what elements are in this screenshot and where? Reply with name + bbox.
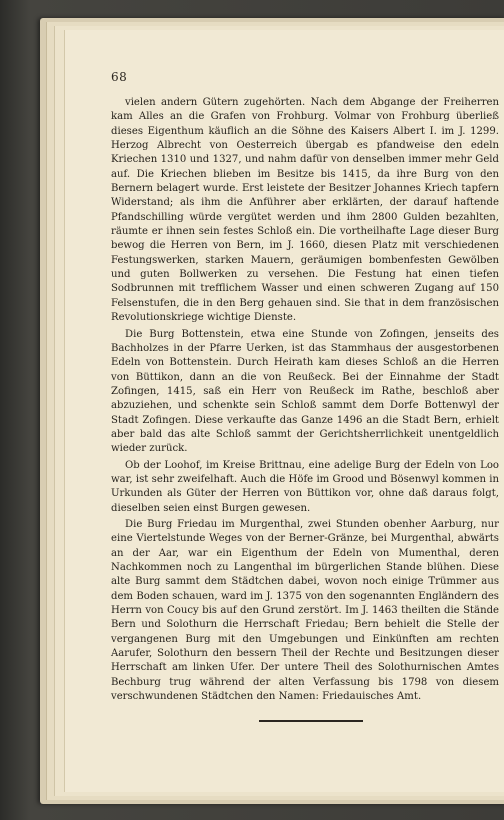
end-divider-rule	[259, 720, 363, 722]
paragraph-friedau: Die Burg Friedau im Murgenthal, zwei Stunden obenher Aarburg, nur eine Viertelstunde Weges von der Berner-Gränze, bei Murgenthal, abwärts an der Aar, war ein Eigenthum der Edeln von Mumenthal, deren Nachkommen noch zu Langenthal im bürgerlichen Stande blühen. Diese alte Burg sammt dem Städtchen dabei, wovon noch einige Trümmer aus dem Boden schauen, ward im J. 1375 von den sogenannten Engländern des Herrn von Coucy bis auf den Grund zerstört. Im J. 1463 theilten die Stände Bern und Solothurn die Herrschaft Friedau; Bern behielt die Stelle der vergangenen Burg mit den Umgebungen und Einkünften am rechten Aarufer, Solothurn den bessern Theil der Rechte und Besitzungen dieser Herrschaft am linken Ufer. Der untere Theil des Solothurnischen Amtes Bechburg trug während der alten Verfassung bis 1798 von diesem verschwundenen Städtchen den Namen: Friedauisches Amt.	[111, 518, 499, 703]
page-content	[111, 70, 499, 704]
paragraph-loohof: Ob der Loohof, im Kreise Brittnau, eine adelige Burg der Edeln von Loo war, ist sehr zweifelhaft. Auch die Höfe im Grood und Bösenwyl kommen in Urkunden als Güter der Herren von Büttikon vor, ohne daß daraus folgt, dieselben seien einst Burgen gewesen.	[111, 459, 499, 514]
paragraph-aarburg: vielen andern Gütern zugehörten. Nach dem Abgange der Freiherren kam Alles an die Grafen von Frohburg. Volmar von Frohburg überließ dieses Eigenthum käuflich an die Söhne des Kaisers Albert I. im J. 1299. Herzog Albrecht von Oesterreich übergab es pfandweise den edeln Kriechen 1310 und 1327, und nahm dafür von denselben immer mehr Geld auf. Die Kriechen blieben im Besitze bis 1415, da ihre Burg von den Bernern belagert wurde. Erst leistete der Besitzer Johannes Kriech tapfern Widerstand; als ihm die Anführer aber erklärten, der darauf haftende Pfandschilling würde vergütet werden und ihm 2800 Gulden bezahlten, räumte er ihnen sein festes Schloß ein. Die vortheilhafte Lage dieser Burg bewog die Herren von Bern, im J. 1660, diesen Platz mit verschiedenen Festungswerken, starken Mauern, geräumigen bombenfesten Gewölben und guten Bollwerken zu versehen. Die Festung hat einen tiefen Sodbrunnen mit trefflichem Wasser und einen schweren Zugang auf 150 Felsenstufen, die in den Berg gehauen sind. Sie that in dem französischen Revolutionskriege wichtige Dienste.	[111, 97, 499, 324]
paragraph-bottenstein: Die Burg Bottenstein, etwa eine Stunde von Zofingen, jenseits des Bachholzes in der Pfarre Uerken, ist das Stammhaus der ausgestorbenen Edeln von Bottenstein. Durch Heirath kam dieses Schloß an die Herren von Büttikon, dann an die von Reußeck. Bei der Einnahme der Stadt Zofingen, 1415, saß ein Herr von Reußeck im Rathe, beschloß aber abzuziehen, und schenkte sein Schloß sammt dem Dorfe Bottenwyl der Stadt Zofingen. Diese verkaufte das Ganze 1496 an die Stadt Bern, erhielt aber bald das alte Schloß sammt der Gerichtsherrlichkeit unentgeldlich wieder zurück.	[111, 328, 499, 455]
book-page	[64, 30, 504, 792]
page-number: 68	[111, 70, 128, 84]
